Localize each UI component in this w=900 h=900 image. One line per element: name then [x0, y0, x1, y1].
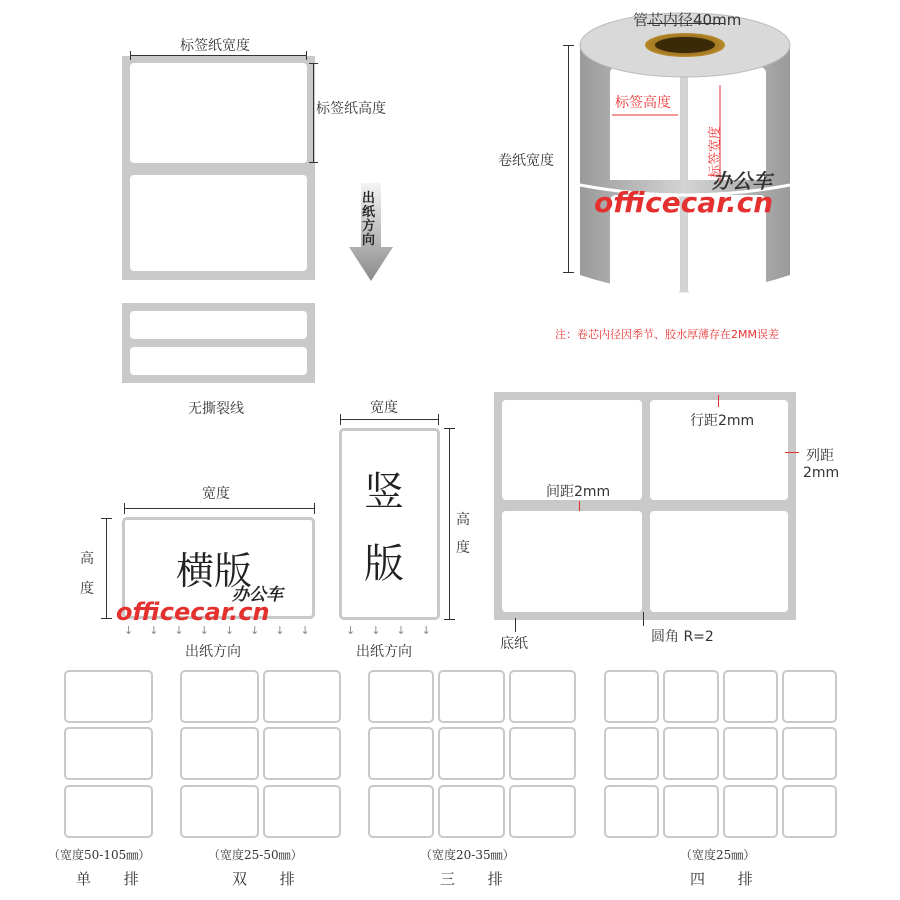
- quad-cell: [723, 727, 778, 780]
- single-cell: [64, 727, 153, 780]
- double-cell: [263, 670, 341, 723]
- gap-text: 间距2mm: [546, 484, 611, 500]
- dim-tick: [444, 619, 455, 620]
- no-tear-text: 无撕裂线: [188, 401, 244, 417]
- quad-cell: [663, 670, 719, 723]
- dim-tick: [101, 518, 112, 519]
- roll-note: 注：卷芯内径因季节、胶水厚薄存在2MM误差: [555, 328, 779, 341]
- h-feed-text: 出纸方向: [185, 644, 241, 660]
- height-dim-line: [313, 63, 314, 163]
- single-cell: [64, 670, 153, 723]
- col-gap-value: 2mm: [803, 465, 840, 481]
- no-tear-label-2: [130, 347, 307, 375]
- h-watermark-en: officecar.cn: [116, 598, 270, 626]
- dim-tick: [563, 272, 574, 273]
- col-gap-marker: [785, 452, 799, 453]
- v-height-text: 高度: [456, 512, 470, 556]
- double-cell: [180, 727, 259, 780]
- label-width-text: 标签纸宽度: [180, 38, 250, 54]
- triple-caption: （宽度20-35㎜）: [420, 848, 515, 862]
- quad-cell: [723, 670, 778, 723]
- quad-cell: [663, 785, 719, 838]
- v-height-dim-line: [449, 428, 450, 620]
- h-width-text: 宽度: [202, 486, 230, 502]
- vertical-label: [339, 428, 440, 620]
- triple-cell: [509, 785, 576, 838]
- triple-cell: [368, 670, 434, 723]
- dim-tick: [438, 414, 439, 425]
- triple-cell: [509, 727, 576, 780]
- backing-text: 底纸: [500, 636, 528, 652]
- label-height-roll-text: 标签高度: [615, 95, 671, 111]
- triple-cell: [368, 785, 434, 838]
- dim-tick: [314, 503, 315, 514]
- v-feed-text: 出纸方向: [356, 644, 412, 660]
- row-gap-marker: [718, 395, 719, 407]
- gap-marker: [579, 501, 580, 511]
- dim-tick: [101, 618, 112, 619]
- dim-tick: [124, 503, 125, 514]
- feed-direction-text: 出纸方向: [362, 191, 376, 248]
- triple-cell: [509, 670, 576, 723]
- grid-label-bl: [502, 511, 642, 612]
- label-width-roll-text: 标签宽度: [708, 125, 723, 178]
- h-feed-arrows: ↓↓↓↓↓↓↓↓: [124, 624, 326, 637]
- v-feed-arrows: ↓↓↓↓: [346, 624, 447, 637]
- triple-cell: [438, 785, 505, 838]
- h-height-text: 高度: [80, 551, 94, 597]
- label-bottom: [130, 175, 307, 271]
- dim-tick: [444, 428, 455, 429]
- no-tear-label-1: [130, 311, 307, 339]
- label-top: [130, 63, 307, 163]
- double-cell: [180, 670, 259, 723]
- h-height-dim-line: [106, 518, 107, 618]
- double-name: 双 排: [232, 870, 309, 888]
- corner-text: 圆角 R=2: [651, 629, 714, 645]
- roll-watermark-cn: 办公车: [712, 169, 772, 193]
- double-cell: [180, 785, 259, 838]
- quad-cell: [663, 727, 719, 780]
- vertical-big-text-1: 竖: [364, 469, 404, 515]
- quad-name: 四 排: [690, 870, 767, 888]
- v-width-text: 宽度: [370, 400, 398, 416]
- h-watermark-cn: 办公车: [232, 585, 283, 605]
- label-height-text: 标签纸高度: [316, 101, 386, 117]
- horizontal-big-text: 横版: [176, 549, 253, 593]
- quad-cell: [782, 785, 837, 838]
- triple-name: 三 排: [440, 870, 517, 888]
- grid-label-br: [650, 511, 788, 612]
- double-cell: [263, 785, 341, 838]
- h-width-dim-line: [124, 508, 314, 509]
- quad-cell: [604, 670, 659, 723]
- dim-tick: [340, 414, 341, 425]
- row-gap-text: 行距2mm: [690, 413, 755, 429]
- roll-width-text: 卷纸宽度: [498, 153, 554, 169]
- corner-pointer: [643, 612, 644, 626]
- quad-cell: [782, 670, 837, 723]
- width-dim-line: [130, 55, 307, 56]
- v-width-dim-line: [340, 419, 438, 420]
- col-gap-text: 列距: [806, 448, 834, 464]
- quad-cell: [723, 785, 778, 838]
- single-cell: [64, 785, 153, 838]
- dim-tick: [130, 51, 131, 60]
- roll-watermark-en: officecar.cn: [594, 186, 774, 219]
- double-cell: [263, 727, 341, 780]
- single-name: 单 排: [76, 870, 153, 888]
- core-diameter-text: 管芯内径40mm: [633, 11, 742, 29]
- single-caption: （宽度50-105㎜）: [48, 848, 151, 862]
- quad-caption: （宽度25㎜）: [680, 848, 756, 862]
- triple-cell: [438, 727, 505, 780]
- triple-cell: [438, 670, 505, 723]
- roll-width-dim-line: [568, 45, 569, 273]
- roll-illustration: [560, 5, 810, 305]
- dim-tick: [309, 63, 318, 64]
- triple-cell: [368, 727, 434, 780]
- vertical-big-text-2: 版: [364, 541, 404, 587]
- dim-tick: [309, 162, 318, 163]
- quad-cell: [782, 727, 837, 780]
- quad-cell: [604, 785, 659, 838]
- dim-tick: [563, 45, 574, 46]
- quad-cell: [604, 727, 659, 780]
- double-caption: （宽度25-50㎜）: [208, 848, 303, 862]
- dim-tick: [306, 51, 307, 60]
- backing-pointer: [515, 618, 516, 632]
